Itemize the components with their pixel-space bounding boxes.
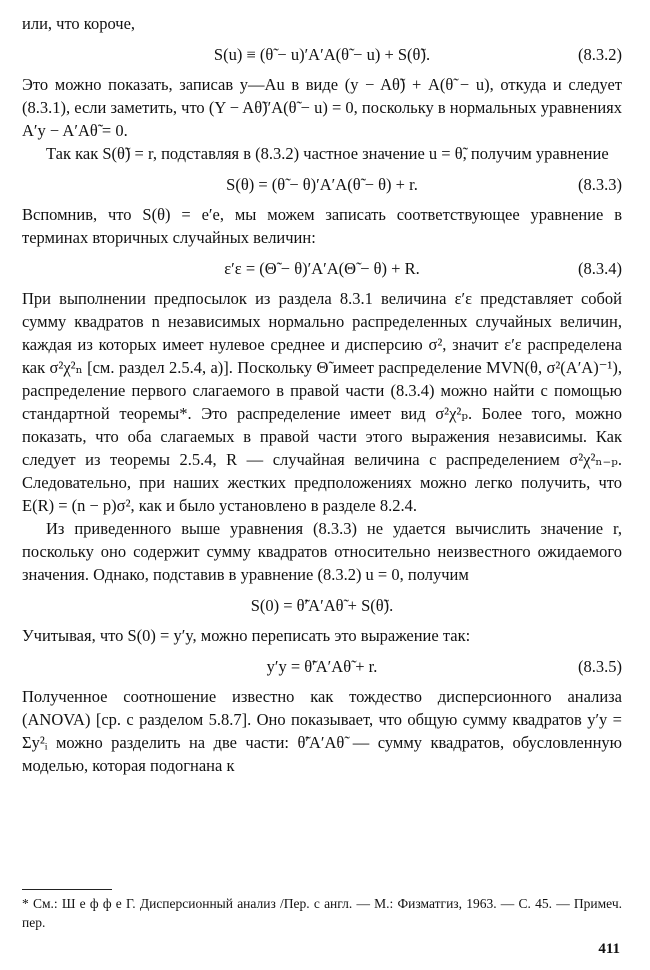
equation-8-3-3 [22, 165, 622, 203]
paragraph-show: Это можно показать, записав y—Au в виде (y − Aθ̃) + A(θ̃ − u), откуда и следует (8.3.1), если заметить, что (Y − Aθ̃)′A(θ̃ − u) = 0, поскольку в нормальных уравнениях A′y − A′Aθ̃ = 0. [22, 75, 622, 140]
page-body [22, 12, 622, 777]
paragraph-from: Из приведенного выше уравнения (8.3.3) не удается вычислить значение r, поскольку оно содержит сумму квадратов относительно неизвестного ожидаемого значения. Однако, подставив в уравнение (8.3.2) u = 0, получим [22, 519, 622, 584]
paragraph-given: Учитывая, что S(0) = y′y, можно переписать это выражение так: [22, 626, 471, 645]
equation-number: (8.3.4) [578, 259, 622, 278]
equation-8-3-5 [22, 647, 622, 685]
paragraph-intro: или, что короче, [22, 14, 136, 33]
page-number: 411 [598, 941, 620, 957]
equation-formula: S(u) ≡ (θ̃ − u)′A′A(θ̃ − u) + S(θ̃). [213, 45, 431, 64]
paragraph-since: Так как S(θ̃) = r, подставляя в (8.3.2) частное значение u = θ̃, получим уравнение [46, 144, 609, 163]
equation-8-3-2 [22, 35, 622, 73]
equation-number: (8.3.3) [578, 175, 622, 194]
equation-formula: S(0) = θ̃′A′Aθ̃ + S(θ̃). [250, 596, 394, 615]
equation-formula: ε′ε = (Θ̃ − θ)′A′A(Θ̃ − θ) + R. [224, 259, 420, 278]
equation-number: (8.3.2) [578, 45, 622, 64]
equation-s0 [22, 586, 622, 624]
footnote: * См.: Ш е ф ф е Г. Дисперсионный анализ /Пер. с англ. — М.: Физматгиз, 1963. — С. 45. — Примеч. пер. [22, 896, 622, 930]
paragraph-recall: Вспомнив, что S(θ) = e′e, мы можем записать соответствующее уравнение в терминах вторичных случайных величин: [22, 205, 622, 247]
equation-formula: S(θ) = (θ̃ − θ)′A′A(θ̃ − θ) + r. [226, 175, 418, 194]
paragraph-main: При выполнении предпосылок из раздела 8.3.1 величина ε′ε представляет собой сумму квадратов n независимых нормально распределенных случайных величин, каждая из которых имеет нулевое среднее и дисперсию σ², значит ε′ε распределена как σ²χ²ₙ [см. раздел 2.5.4, а)]. Поскольку Θ̃ имеет распределение MVN(θ, σ²(A′A)⁻¹), распределение первого слагаемого в правой части (8.3.4) можно найти с помощью стандартной теоремы*. Это распределение имеет вид σ²χ²ₚ. Более того, можно показать, что оба слагаемых в правой части этого выражения независимы. Как следует из теоремы 2.5.4, R — случайная величина с распределением σ²χ²ₙ₋ₚ. Следовательно, при наших жестких предположениях можно легко получить, что E(R) = (n − p)σ², как и было установлено в разделе 8.2.4. [22, 289, 622, 515]
footnote-divider [22, 889, 112, 890]
paragraph-anova: Полученное соотношение известно как тождество дисперсионного анализа (ANOVA) [ср. с разделом 5.8.7]. Оно показывает, что общую сумму квадратов y′y = Σy²ᵢ можно разделить на две части: θ̃′A′Aθ̃ — сумму квадратов, обусловленную моделью, которая подогнана к [22, 687, 622, 775]
equation-8-3-4 [22, 249, 622, 287]
equation-formula: y′y = θ̃′A′Aθ̃ + r. [266, 657, 378, 676]
equation-number: (8.3.5) [578, 657, 622, 676]
